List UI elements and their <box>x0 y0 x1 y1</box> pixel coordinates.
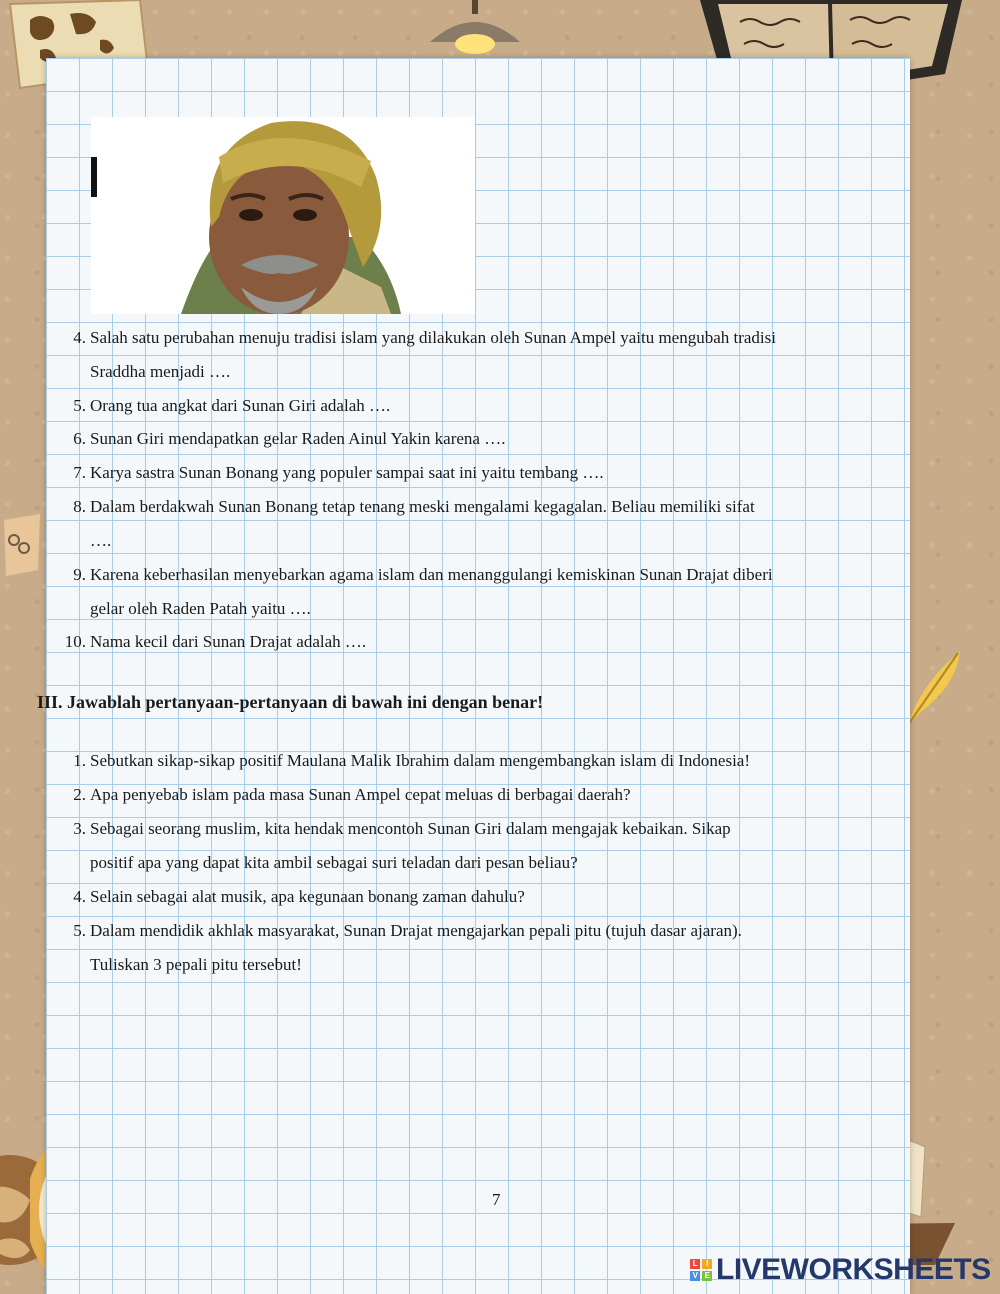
question-text: Karya sastra Sunan Bonang yang populer sampai saat ini yaitu tembang …. <box>90 463 604 482</box>
question-number: 4. <box>73 328 86 347</box>
question-text <box>90 321 896 389</box>
question-line: gelar oleh Raden Patah yaitu …. <box>90 599 311 618</box>
hanging-lamp-decoration <box>420 0 530 60</box>
question-line: Karena keberhasilan menyebarkan agama islam dan menanggulangi kemiskinan Sunan Drajat diberi <box>90 565 773 584</box>
sunan-portrait-image <box>91 117 475 314</box>
mark-letter: E <box>702 1271 712 1281</box>
mark-letter: I <box>702 1259 712 1269</box>
question-line: …. <box>90 531 112 550</box>
question-text: Selain sebagai alat musik, apa kegunaan bonang zaman dahulu? <box>90 887 525 906</box>
question-number: 6. <box>73 429 86 448</box>
question-line: Tuliskan 3 pepali pitu tersebut! <box>90 955 302 974</box>
liveworksheets-logo[interactable] <box>690 1252 991 1288</box>
question-text: Sebutkan sikap-sikap positif Maulana Malik Ibrahim dalam mengembangkan islam di Indonesia! <box>90 751 751 770</box>
section-heading: III. Jawablah pertanyaan-pertanyaan di bawah ini dengan benar! <box>37 692 544 712</box>
question-number: 10. <box>64 632 86 651</box>
question-text <box>90 812 896 880</box>
mark-letter: V <box>690 1271 700 1281</box>
question-text: Sunan Giri mendapatkan gelar Raden Ainul Yakin karena …. <box>90 429 506 448</box>
question-text: Apa penyebab islam pada masa Sunan Ampel cepat meluas di berbagai daerah? <box>90 785 631 804</box>
liveworksheets-logo-text: LIVEWORKSHEETS <box>716 1253 991 1286</box>
page-number: 7 <box>492 1190 501 1209</box>
question-text: Orang tua angkat dari Sunan Giri adalah …. <box>90 396 391 415</box>
quill-pen-decoration <box>900 645 970 730</box>
question-line: Salah satu perubahan menuju tradisi islam yang dilakukan oleh Sunan Ampel yaitu mengubah tradisi <box>90 328 776 347</box>
question-number: 9. <box>73 565 86 584</box>
question-number: 4. <box>73 887 86 906</box>
scissors-note-decoration <box>0 510 45 580</box>
question-line: Dalam mendidik akhlak masyarakat, Sunan Drajat mengajarkan pepali pitu (tujuh dasar ajaran). <box>90 921 742 940</box>
question-number: 1. <box>73 751 86 770</box>
question-number: 5. <box>73 921 86 940</box>
question-line: positif apa yang dapat kita ambil sebagai suri teladan dari pesan beliau? <box>90 853 578 872</box>
question-text <box>90 914 896 982</box>
question-text <box>90 490 896 558</box>
question-number: 3. <box>73 819 86 838</box>
question-text <box>90 558 896 626</box>
mark-letter: L <box>690 1259 700 1269</box>
liveworksheets-mark-icon <box>690 1259 712 1281</box>
question-number: 7. <box>73 463 86 482</box>
question-line: Sraddha menjadi …. <box>90 362 231 381</box>
question-number: 8. <box>73 497 86 516</box>
question-number: 5. <box>73 396 86 415</box>
question-line: Dalam berdakwah Sunan Bonang tetap tenang meski mengalami kegagalan. Beliau memiliki sifat <box>90 497 755 516</box>
question-number: 2. <box>73 785 86 804</box>
question-line: Sebagai seorang muslim, kita hendak mencontoh Sunan Giri dalam mengajak kebaikan. Sikap <box>90 819 731 838</box>
question-text: Nama kecil dari Sunan Drajat adalah …. <box>90 632 367 651</box>
